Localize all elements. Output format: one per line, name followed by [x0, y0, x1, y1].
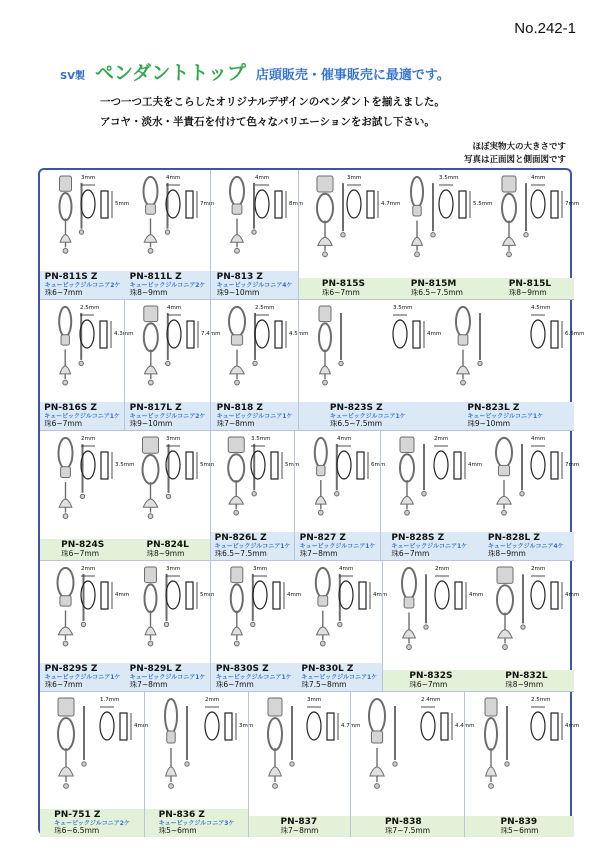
dim-height: 4mm	[468, 462, 483, 468]
product-cell	[40, 170, 215, 299]
material-label: SV製	[60, 71, 85, 82]
product-cell	[298, 170, 580, 299]
pendant-side-view	[424, 574, 428, 629]
dim-width: 4mm	[339, 566, 354, 572]
product-cell	[464, 691, 580, 837]
pearl-size: 珠5~6mm	[158, 826, 197, 836]
caption-band	[145, 809, 248, 837]
dim-height: 5mm	[200, 462, 215, 468]
pendant-side-view	[341, 183, 345, 237]
product-caption	[45, 665, 121, 689]
product-cell	[40, 430, 215, 560]
bail-size-diagram	[166, 576, 197, 609]
dim-width: 4mm	[166, 175, 181, 181]
stone-info: キュービックジルコニア1ケ	[129, 673, 206, 681]
product-cell	[294, 430, 386, 560]
dim-width: 2mm	[205, 697, 220, 703]
dim-height: 5mm	[285, 462, 300, 468]
pendant-side-view	[82, 706, 86, 766]
product-caption	[44, 404, 120, 428]
dim-height: 5.5mm	[473, 201, 493, 207]
dim-width: 4.5mm	[531, 305, 551, 311]
dim-width: 2.5mm	[80, 305, 100, 311]
product-code: PN-823S Z	[329, 403, 383, 414]
pearl-size: 珠6~7mm	[391, 549, 430, 559]
product-caption	[130, 404, 206, 428]
dim-width: 4mm	[531, 175, 546, 181]
pearl-size: 珠6~7mm	[321, 288, 360, 298]
pearl-size: 珠8~9mm	[487, 549, 526, 559]
product-code: PN-815S	[321, 278, 365, 289]
product-cell	[350, 691, 475, 837]
pendant-side-view	[251, 574, 255, 627]
dim-height: 4mm	[287, 592, 302, 598]
dim-width: 3mm	[166, 566, 181, 572]
pearl-size: 珠6~7mm	[215, 680, 254, 690]
dim-width: 4mm	[531, 436, 546, 442]
dim-width: 2.5mm	[531, 697, 551, 703]
bail-size-diagram	[255, 185, 286, 218]
product-code: PN-823L Z	[467, 403, 520, 414]
bail-size-diagram	[393, 315, 424, 348]
product-caption	[467, 404, 543, 428]
pearl-size: 珠7~8mm	[280, 826, 319, 836]
caption-band	[40, 402, 124, 430]
product-caption	[391, 534, 467, 558]
stone-info: キュービックジルコニア2ケ	[44, 281, 121, 289]
stone-info: キュービックジルコニア2ケ	[54, 819, 130, 827]
dim-height: 5mm	[115, 201, 130, 207]
bail-size-diagram	[100, 707, 131, 740]
bail-size-diagram	[307, 707, 338, 740]
product-code: PN-817L Z	[129, 403, 182, 414]
bail-size-diagram	[81, 185, 112, 218]
pendant-side-view	[524, 183, 528, 237]
caption-band	[211, 271, 298, 299]
stone-info: キュービックジルコニア1ケ	[215, 673, 292, 681]
product-caption	[217, 273, 293, 297]
product-cell	[210, 430, 300, 560]
pearl-size: 珠6~7mm	[61, 549, 100, 559]
dim-width: 3mm	[81, 175, 96, 181]
product-cell	[380, 430, 580, 560]
dim-height: 4mm	[565, 723, 580, 729]
dim-width: 3.5mm	[393, 305, 413, 311]
caption-band	[295, 532, 380, 560]
bail-size-diagram	[80, 315, 111, 348]
product-code: PN-829L Z	[129, 664, 182, 675]
bail-size-diagram	[251, 446, 282, 479]
caption-band	[211, 402, 298, 430]
pendant-side-view	[335, 444, 339, 496]
dim-width: 3mm	[166, 436, 181, 442]
dim-height: 4mm	[469, 592, 484, 598]
catalog-title: ペンダントトップ	[94, 62, 246, 84]
product-caption	[54, 811, 130, 835]
pendant-photo	[402, 568, 416, 650]
dim-height: 7mm	[565, 201, 580, 207]
product-cell	[40, 691, 149, 837]
product-caption	[505, 672, 547, 689]
dim-height: 4mm	[427, 331, 442, 337]
dim-height: 5mm	[200, 592, 215, 598]
pendant-side-view	[79, 313, 83, 366]
product-code: PN-815L	[508, 278, 552, 289]
intro-line-1: 一つ一つ工夫をこらしたオリジナルデザインのペンダントを揃えました。	[100, 96, 445, 108]
caption-band	[351, 816, 464, 837]
caption-band	[211, 663, 382, 691]
pendant-photo	[456, 307, 470, 385]
pendant-photo	[496, 438, 512, 515]
pearl-size: 珠8~9mm	[508, 288, 547, 298]
pearl-size: 珠6.5~7.5mm	[410, 288, 463, 298]
dim-height: 3.5mm	[115, 462, 135, 468]
product-caption	[322, 280, 365, 297]
pendant-photo	[319, 306, 331, 385]
product-code: PN-815M	[410, 278, 457, 289]
dim-width: 3mm	[347, 175, 362, 181]
product-caption	[216, 665, 292, 689]
intro-line-2: アコヤ・淡水・半貴石を付けて色々なバリエーションをお試し下さい。	[100, 116, 435, 128]
stone-info: キュービックジルコニア1ケ	[391, 542, 468, 550]
product-caption	[501, 818, 539, 835]
product-code: PN-836 Z	[158, 810, 205, 821]
pendant-side-view	[339, 313, 343, 366]
stone-info: キュービックジルコニア2ケ	[129, 412, 206, 420]
pearl-size: 珠7~8mm	[299, 549, 338, 559]
bail-size-diagram	[439, 185, 470, 218]
stone-info: キュービックジルコニア3ケ	[158, 819, 235, 827]
dim-height: 4mm	[565, 592, 580, 598]
dim-height: 4.3mm	[114, 331, 134, 337]
product-cell	[210, 170, 304, 299]
dim-width: 2.5mm	[255, 305, 275, 311]
pendant-photo	[400, 437, 414, 515]
product-caption	[130, 273, 206, 297]
dim-height: 6mm	[371, 462, 386, 468]
product-caption	[45, 273, 121, 297]
bail-size-diagram	[531, 446, 562, 479]
pendant-photo	[316, 568, 330, 646]
pendant-photo	[497, 567, 513, 649]
product-cell	[40, 560, 215, 691]
product-code: PN-838	[384, 816, 422, 827]
pendant-photo	[59, 307, 71, 385]
bail-size-diagram	[81, 446, 112, 479]
pearl-size: 珠6.5~7.5mm	[329, 419, 383, 429]
dim-width: 2.4mm	[421, 697, 441, 703]
dim-width: 3mm	[253, 566, 268, 572]
pearl-size: 珠6.5~7.5mm	[214, 549, 267, 559]
dim-height: 4mm	[373, 592, 388, 598]
stone-info: キュービックジルコニア1ケ	[44, 673, 121, 681]
dim-height: 4.5mm	[289, 331, 309, 337]
product-code: PN-751 Z	[54, 810, 101, 821]
pendant-photo	[229, 307, 245, 385]
pearl-size: 珠8~9mm	[505, 680, 544, 690]
product-code: PN-830S Z	[215, 664, 269, 675]
bail-size-diagram	[205, 707, 236, 740]
stone-info: キュービックジルコニア1ケ	[301, 673, 378, 681]
product-code: PN-830L Z	[301, 664, 354, 675]
product-code: PN-832L	[505, 670, 548, 681]
dim-height: 6.5mm	[565, 331, 585, 337]
pearl-size: 珠7~8mm	[216, 419, 255, 429]
product-caption	[409, 672, 452, 689]
stone-info: キュービックジルコニア1ケ	[467, 412, 544, 420]
bail-size-diagram	[339, 576, 370, 609]
product-caption	[146, 541, 188, 558]
pearl-size: 珠5~6mm	[500, 826, 539, 836]
stone-info: キュービックジルコニア1ケ	[299, 542, 376, 550]
pendant-photo	[411, 177, 423, 257]
pendant-side-view	[393, 706, 397, 766]
note-line-2: 写真は正面図と側面図です	[463, 155, 566, 165]
pearl-size: 珠9~10mm	[129, 419, 173, 429]
bail-size-diagram	[435, 576, 466, 609]
stone-info: キュービックジルコニア1ケ	[214, 542, 291, 550]
pendant-side-view	[290, 706, 294, 766]
bail-size-diagram	[255, 315, 286, 348]
pendant-side-view	[422, 444, 426, 496]
stone-info: キュービックジルコニア1ケ	[216, 412, 293, 420]
product-cell	[382, 560, 580, 691]
pendant-photo	[317, 176, 333, 257]
pendant-side-view	[521, 574, 525, 629]
product-code: PN-837	[280, 816, 318, 827]
pearl-size: 珠8~9mm	[146, 549, 185, 559]
product-code: PN-829S Z	[44, 664, 98, 675]
pearl-size: 珠8~9mm	[129, 288, 168, 298]
caption-band	[125, 402, 210, 430]
bail-size-diagram	[166, 446, 197, 479]
caption-band	[381, 532, 574, 560]
pendant-side-view	[185, 706, 189, 766]
product-caption	[281, 818, 319, 835]
dim-width: 4mm	[167, 305, 182, 311]
dim-height: 8mm	[289, 201, 304, 207]
dim-width: 4mm	[255, 175, 270, 181]
product-code: PN-839	[500, 816, 538, 827]
pearl-size: 珠9~10mm	[467, 419, 511, 429]
catalog-header	[60, 58, 580, 85]
dim-height: 4.7mm	[341, 723, 361, 729]
product-cell	[210, 560, 388, 691]
dim-width: 3.5mm	[439, 175, 459, 181]
pendant-photo	[315, 438, 327, 515]
product-caption	[215, 534, 291, 558]
product-caption	[61, 541, 104, 558]
pendant-photo	[268, 698, 282, 788]
product-caption	[488, 534, 564, 558]
pendant-photo	[165, 699, 177, 788]
pearl-size: 珠6~7mm	[44, 680, 83, 690]
caption-band	[211, 532, 294, 560]
pendant-photo	[144, 177, 158, 253]
product-caption	[509, 280, 551, 297]
bail-size-diagram	[531, 185, 562, 218]
caption-band	[40, 809, 144, 837]
bail-size-diagram	[531, 707, 562, 740]
pendant-photo	[369, 699, 385, 788]
stone-info: キュービックジルコニア2ケ	[129, 281, 206, 289]
dim-height: 7.4mm	[201, 331, 221, 337]
caption-band	[299, 402, 574, 430]
product-cell	[248, 691, 361, 837]
pearl-size: 珠6~7mm	[409, 680, 448, 690]
caption-band	[383, 670, 574, 691]
dim-width: 4mm	[337, 436, 352, 442]
pendant-photo	[502, 176, 516, 257]
product-code: PN-824L	[146, 539, 189, 550]
catalog-tagline: 店頭販売・催事販売に最適です。	[255, 68, 450, 83]
bail-size-diagram	[434, 446, 465, 479]
pendant-photo	[485, 698, 497, 788]
bail-size-diagram	[167, 315, 198, 348]
caption-band	[299, 278, 574, 299]
pendant-side-view	[505, 706, 509, 766]
product-caption	[301, 665, 377, 689]
pendant-photo	[59, 438, 73, 519]
dim-width: 3.5mm	[251, 436, 271, 442]
pendant-side-view	[520, 444, 524, 496]
product-code: PN-813 Z	[216, 272, 263, 283]
pendant-photo	[228, 437, 244, 515]
caption-band	[40, 271, 210, 299]
pendant-photo	[143, 437, 159, 519]
product-caption	[300, 534, 376, 558]
pendant-side-view	[80, 444, 84, 498]
stone-info: キュービックジルコニア1ケ	[44, 412, 120, 420]
dim-height: 4.7mm	[381, 201, 401, 207]
page-number: No.242-1	[514, 20, 576, 37]
product-cell	[40, 299, 134, 430]
dim-width: 2mm	[531, 566, 546, 572]
bail-size-diagram	[531, 315, 562, 348]
product-code: PN-824S	[61, 539, 105, 550]
product-code: PN-826L Z	[214, 533, 267, 544]
pendant-side-view	[431, 183, 435, 237]
pearl-size: 珠7~8mm	[129, 680, 168, 690]
product-code: PN-832S	[409, 670, 453, 681]
dim-height: 3mm	[239, 723, 254, 729]
pearl-size: 珠7.5~8mm	[301, 680, 347, 690]
pendant-photo	[230, 177, 244, 253]
stone-info: キュービックジルコニア4ケ	[216, 281, 293, 289]
product-code: PN-828S Z	[391, 533, 445, 544]
product-cell	[210, 299, 309, 430]
product-code: PN-828L Z	[487, 533, 540, 544]
dim-height: 4.4mm	[455, 723, 475, 729]
bail-size-diagram	[531, 576, 562, 609]
bail-size-diagram	[337, 446, 368, 479]
caption-band	[249, 816, 350, 837]
bail-size-diagram	[421, 707, 452, 740]
dim-width: 2mm	[434, 436, 449, 442]
dim-height: 4mm	[115, 592, 130, 598]
product-code: PN-818 Z	[216, 403, 263, 414]
pearl-size: 珠6~7mm	[44, 288, 83, 298]
pendant-photo	[145, 567, 157, 646]
product-cell	[298, 299, 585, 430]
bail-size-diagram	[166, 185, 197, 218]
product-code: PN-811L Z	[129, 272, 182, 283]
pendant-photo	[58, 568, 74, 646]
product-caption	[217, 404, 293, 428]
dim-width: 2mm	[435, 566, 450, 572]
pendant-photo	[231, 567, 243, 646]
bail-size-diagram	[347, 185, 378, 218]
product-caption	[159, 811, 235, 835]
product-caption	[130, 665, 206, 689]
pendant-photo	[60, 176, 72, 253]
pearl-size: 珠7~7.5mm	[384, 826, 431, 836]
bail-size-diagram	[253, 576, 284, 609]
dim-height: 7mm	[565, 462, 580, 468]
pendant-side-view	[478, 313, 482, 366]
note-line-1: ほぼ実物大の大きさです	[472, 142, 566, 152]
product-code: PN-811S Z	[44, 272, 98, 283]
pearl-size: 珠6~6.5mm	[54, 826, 100, 836]
product-caption	[411, 280, 463, 297]
dim-width: 2mm	[81, 566, 96, 572]
product-caption	[330, 404, 406, 428]
dim-height: 7mm	[200, 201, 215, 207]
dim-width: 1.7mm	[100, 697, 120, 703]
product-code: PN-827 Z	[299, 533, 346, 544]
dim-height: 4mm	[134, 723, 149, 729]
pendant-photo	[144, 306, 158, 385]
product-cell	[124, 299, 221, 430]
product-caption	[385, 818, 430, 835]
bail-size-diagram	[81, 576, 112, 609]
caption-band	[40, 663, 210, 691]
pearl-size: 珠6~7mm	[44, 419, 83, 429]
caption-band	[40, 539, 210, 560]
stone-info: キュービックジルコニア1ケ	[329, 412, 406, 420]
stone-info: キュービックジルコニア4ケ	[487, 542, 564, 550]
caption-band	[465, 816, 574, 837]
product-cell	[144, 691, 254, 837]
dim-width: 2mm	[81, 436, 96, 442]
product-code: PN-816S Z	[44, 403, 97, 414]
pearl-size: 珠9~10mm	[216, 288, 260, 298]
product-grid	[38, 168, 585, 836]
dim-width: 3mm	[307, 697, 322, 703]
pendant-photo	[58, 698, 74, 788]
